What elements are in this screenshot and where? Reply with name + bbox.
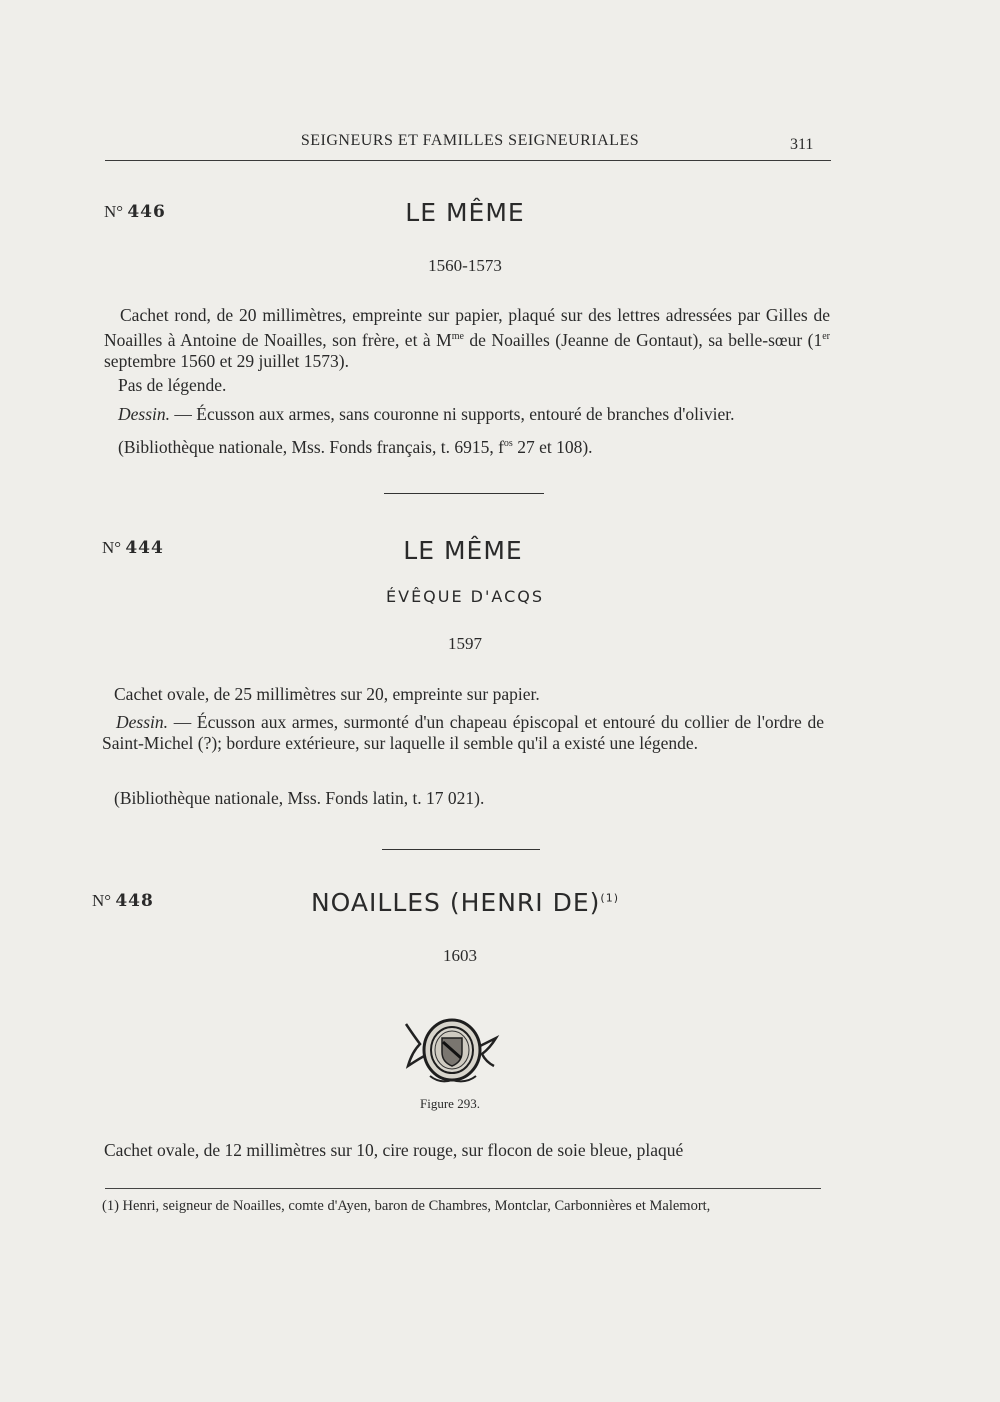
- entry-description: Cachet rond, de 20 millimètres, empreinte sur papier, plaqué sur des lettres adressées par Gilles de Noailles à Antoine de Noailles, son frère, et à $M^{me}$ de Noailles (Jeanne de Gontaut), sa belle-sœur (1er septembre 1560 et 29 juillet 1573).: [104, 305, 830, 371]
- entry-title: LE MÊME: [405, 198, 525, 227]
- entry-number-prefix: N°: [102, 538, 122, 557]
- entry-description: Cachet ovale, de 25 millimètres sur 20, empreinte sur papier.: [114, 684, 540, 704]
- entry-title: LE MÊME: [403, 536, 523, 565]
- entry-number-prefix: N°: [92, 891, 112, 910]
- entry-subtitle: ÉVÊQUE D'ACQS: [386, 587, 544, 606]
- footnote-marker: (1): [600, 891, 620, 905]
- entry-title: NOAILLES (HENRI DE)$^{(1)}$: [310, 888, 620, 917]
- section-divider: [382, 849, 540, 850]
- entry-number-prefix: N°: [104, 202, 124, 221]
- entry-number-value: 444: [125, 538, 164, 558]
- figure-caption: Figure 293.: [420, 1096, 480, 1111]
- entry-date: 1603: [443, 946, 477, 965]
- entry-number-value: 446: [127, 202, 166, 222]
- drawing-note: Dessin. — Écusson aux armes, surmonté d'un chapeau épiscopal et entouré du collier de l'ordre de Saint-Michel (?); bordure extérieure, sur laquelle il semble qu'il a existé une légende.: [102, 712, 824, 753]
- running-head: SEIGNEURS ET FAMILLES SEIGNEURIALES: [300, 132, 640, 149]
- footnote: (1) Henri, seigneur de Noailles, comte d'Ayen, baron de Chambres, Montclar, Carbonnières et Malemort,: [102, 1198, 711, 1214]
- entry-number: [102, 538, 164, 558]
- entry-number: [92, 891, 154, 911]
- section-divider: [384, 493, 544, 494]
- footnote-rule: [105, 1188, 821, 1189]
- entry-number: [104, 202, 166, 222]
- entry-date: 1560-1573: [428, 256, 502, 275]
- legend-note: Pas de légende.: [118, 375, 227, 395]
- page-number: 311: [790, 136, 814, 153]
- source-reference: (Bibliothèque nationale, Mss. Fonds latin, t. 17 021).: [114, 788, 485, 808]
- entry-number-value: 448: [115, 891, 154, 911]
- drawing-note: Dessin. — Écusson aux armes, sans couronne ni supports, entouré de branches d'olivier.: [118, 404, 735, 424]
- entry-description: Cachet ovale, de 12 millimètres sur 10, cire rouge, sur flocon de soie bleue, plaqué: [104, 1140, 684, 1160]
- header-rule: [105, 160, 831, 161]
- seal-image: [400, 1014, 500, 1086]
- seal-figure: [400, 1014, 500, 1086]
- entry-date: 1597: [448, 634, 482, 653]
- source-reference: (Bibliothèque nationale, Mss. Fonds français, t. 6915, $f^{os}$ 27 et 108).: [118, 436, 593, 457]
